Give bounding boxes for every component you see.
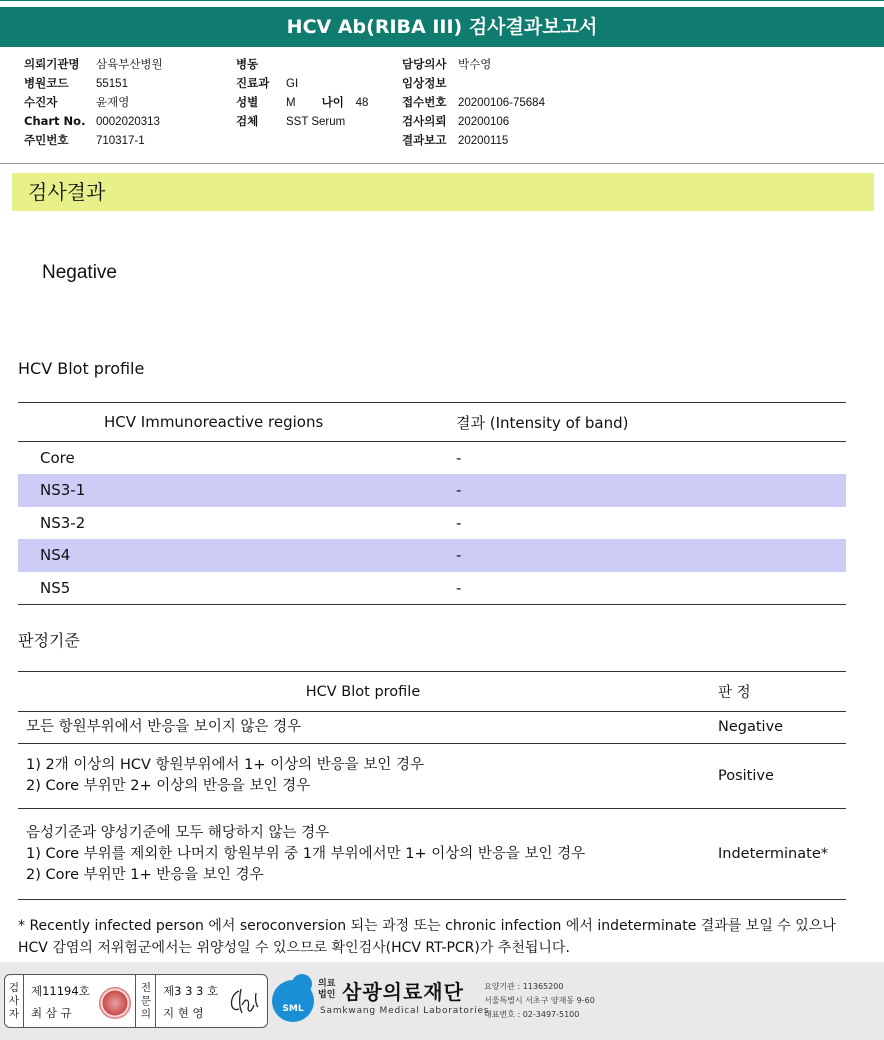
result-cell: - bbox=[456, 449, 462, 467]
table-row bbox=[18, 539, 846, 572]
examiner-name: 최 삼 규 bbox=[31, 1006, 72, 1020]
report-title: HCV Ab(RIBA III) 검사결과보고서 bbox=[0, 7, 884, 47]
table-row bbox=[18, 744, 846, 809]
section-title: 검사결과 bbox=[12, 173, 874, 211]
divider bbox=[135, 975, 136, 1027]
blot-table bbox=[18, 402, 846, 605]
info-label: 병원코드 bbox=[24, 76, 69, 90]
info-value: 윤재영 bbox=[96, 97, 130, 109]
info-value: 710317-1 bbox=[96, 135, 145, 147]
criteria-cell bbox=[18, 744, 718, 809]
age-label: 나이 bbox=[321, 95, 344, 109]
info-row bbox=[24, 112, 163, 131]
table-row bbox=[18, 712, 846, 744]
signature-icon bbox=[225, 985, 261, 1019]
info-value: 20200115 bbox=[458, 135, 509, 147]
footnote: * Recently infected person 에서 seroconversion 되는 과정 또는 chronic infection 에서 indeterminate 결과를 보일 수 있으나 HCV 감염의 저위험군에서는 위양성일 수 있으므로 확인검사(HCV RT-PCR)가 추천됩니다. bbox=[18, 918, 836, 956]
info-value: M bbox=[286, 97, 296, 109]
info-label: 결과보고 bbox=[402, 133, 447, 147]
logo-prefix: 의료법인 bbox=[318, 979, 336, 1000]
column-header-region: HCV Immunoreactive regions bbox=[18, 403, 456, 442]
table-row bbox=[18, 442, 846, 475]
criteria-cell bbox=[18, 712, 718, 744]
column-header-result: 결과 (Intensity of band) bbox=[456, 403, 846, 442]
info-row bbox=[402, 93, 545, 112]
info-row bbox=[236, 93, 368, 112]
info-value: 박수영 bbox=[458, 59, 492, 71]
info-row bbox=[402, 112, 545, 131]
column-header-judgement: 판 정 bbox=[718, 672, 846, 712]
info-row bbox=[402, 74, 545, 93]
top-rule bbox=[0, 0, 884, 5]
info-row bbox=[24, 55, 163, 74]
criteria-table bbox=[18, 671, 846, 900]
info-value: 삼육부산병원 bbox=[96, 59, 163, 71]
judgement-cell: Positive bbox=[718, 744, 846, 809]
logo-name: 삼광의료재단 bbox=[342, 980, 464, 1004]
info-label: 임상정보 bbox=[402, 76, 447, 90]
info-row bbox=[402, 55, 545, 74]
info-label: 검사의뢰 bbox=[402, 114, 447, 128]
info-label: Chart No. bbox=[24, 114, 86, 128]
table-header-row bbox=[18, 403, 846, 442]
sml-logo-icon: SML bbox=[272, 980, 314, 1022]
criteria-line: 1) 2개 이상의 HCV 항원부위에서 1+ 이상의 반응을 보인 경우 bbox=[26, 757, 425, 773]
result-cell: - bbox=[456, 474, 846, 507]
address: 서울특별시 서초구 양재동 9-60 bbox=[484, 996, 595, 1005]
result-cell: - bbox=[456, 572, 846, 605]
info-row bbox=[236, 112, 368, 131]
info-label: 검체 bbox=[236, 114, 259, 128]
result-cell: - bbox=[456, 539, 846, 572]
divider bbox=[23, 975, 24, 1027]
region-cell: NS4 bbox=[18, 539, 456, 572]
signature-box bbox=[4, 974, 268, 1028]
criteria-line: 음성기준과 양성기준에 모두 해당하지 않는 경우 bbox=[26, 824, 330, 841]
divider bbox=[155, 975, 156, 1027]
judgement-cell: Negative bbox=[718, 712, 846, 744]
info-row bbox=[24, 74, 163, 93]
specialist-number: 제3 3 3 호 bbox=[163, 984, 219, 998]
info-label: 수진자 bbox=[24, 95, 58, 109]
test-result: Negative bbox=[42, 262, 117, 283]
criteria-line: 2) Core 부위만 1+ 반응을 보인 경우 bbox=[26, 866, 264, 883]
criteria-cell bbox=[18, 809, 718, 900]
info-column-3 bbox=[402, 55, 545, 150]
info-column-2 bbox=[236, 55, 368, 131]
column-header-profile: HCV Blot profile bbox=[18, 672, 718, 712]
info-value: 20200106-75684 bbox=[458, 97, 545, 109]
info-row bbox=[24, 93, 163, 112]
info-label: 성별 bbox=[236, 95, 259, 109]
criteria-line: 1) Core 부위를 제외한 나머지 항원부위 중 1개 부위에서만 1+ 이상의 반응을 보인 경우 bbox=[26, 845, 586, 862]
criteria-heading: 판정기준 bbox=[18, 631, 80, 650]
examiner-number: 제11194호 bbox=[31, 984, 90, 998]
info-value: GI bbox=[286, 78, 299, 90]
info-label: 접수번호 bbox=[402, 95, 447, 109]
phone: 대표번호 : 02-3497-5100 bbox=[484, 1010, 580, 1019]
criteria-line: 2) Core 부위만 2+ 이상의 반응을 보인 경우 bbox=[26, 778, 311, 794]
info-divider bbox=[0, 163, 884, 164]
info-row bbox=[402, 131, 545, 150]
age-value: 48 bbox=[355, 97, 369, 109]
specialist-label: 전문의 bbox=[140, 982, 152, 1020]
table-header-row bbox=[18, 672, 846, 712]
region-cell: Core bbox=[40, 449, 75, 467]
info-value: 55151 bbox=[96, 78, 128, 90]
institution-code: 요양기관 : 11365200 bbox=[484, 982, 564, 991]
region-cell: NS5 bbox=[18, 572, 456, 605]
table-row bbox=[18, 474, 846, 507]
info-label: 진료과 bbox=[236, 76, 270, 90]
info-row bbox=[236, 55, 368, 74]
result-cell: - bbox=[456, 513, 462, 532]
specialist-name: 지 현 영 bbox=[163, 1006, 204, 1020]
examiner-label: 검사자 bbox=[8, 982, 20, 1020]
blot-heading: HCV Blot profile bbox=[18, 359, 145, 378]
region-cell: NS3-1 bbox=[18, 474, 456, 507]
info-column-1 bbox=[24, 55, 163, 150]
criteria-line: 모든 항원부위에서 반응을 보이지 않은 경우 bbox=[26, 719, 302, 735]
judgement-cell: Indeterminate* bbox=[718, 809, 846, 900]
info-label: 담당의사 bbox=[402, 57, 447, 71]
region-cell: NS3-2 bbox=[40, 513, 86, 532]
info-value: SST Serum bbox=[286, 116, 346, 128]
info-row bbox=[24, 131, 163, 150]
table-row bbox=[18, 572, 846, 605]
info-row bbox=[236, 74, 368, 93]
info-value: 20200106 bbox=[458, 116, 510, 128]
logo-english-name: Samkwang Medical Laboratories bbox=[320, 1006, 490, 1016]
official-seal-icon bbox=[99, 987, 131, 1019]
info-value: 0002020313 bbox=[96, 116, 160, 128]
info-label: 주민번호 bbox=[24, 133, 69, 147]
table-row bbox=[18, 507, 846, 540]
info-label: 병동 bbox=[236, 57, 259, 71]
info-label: 의뢰기관명 bbox=[24, 57, 80, 71]
table-row bbox=[18, 809, 846, 900]
